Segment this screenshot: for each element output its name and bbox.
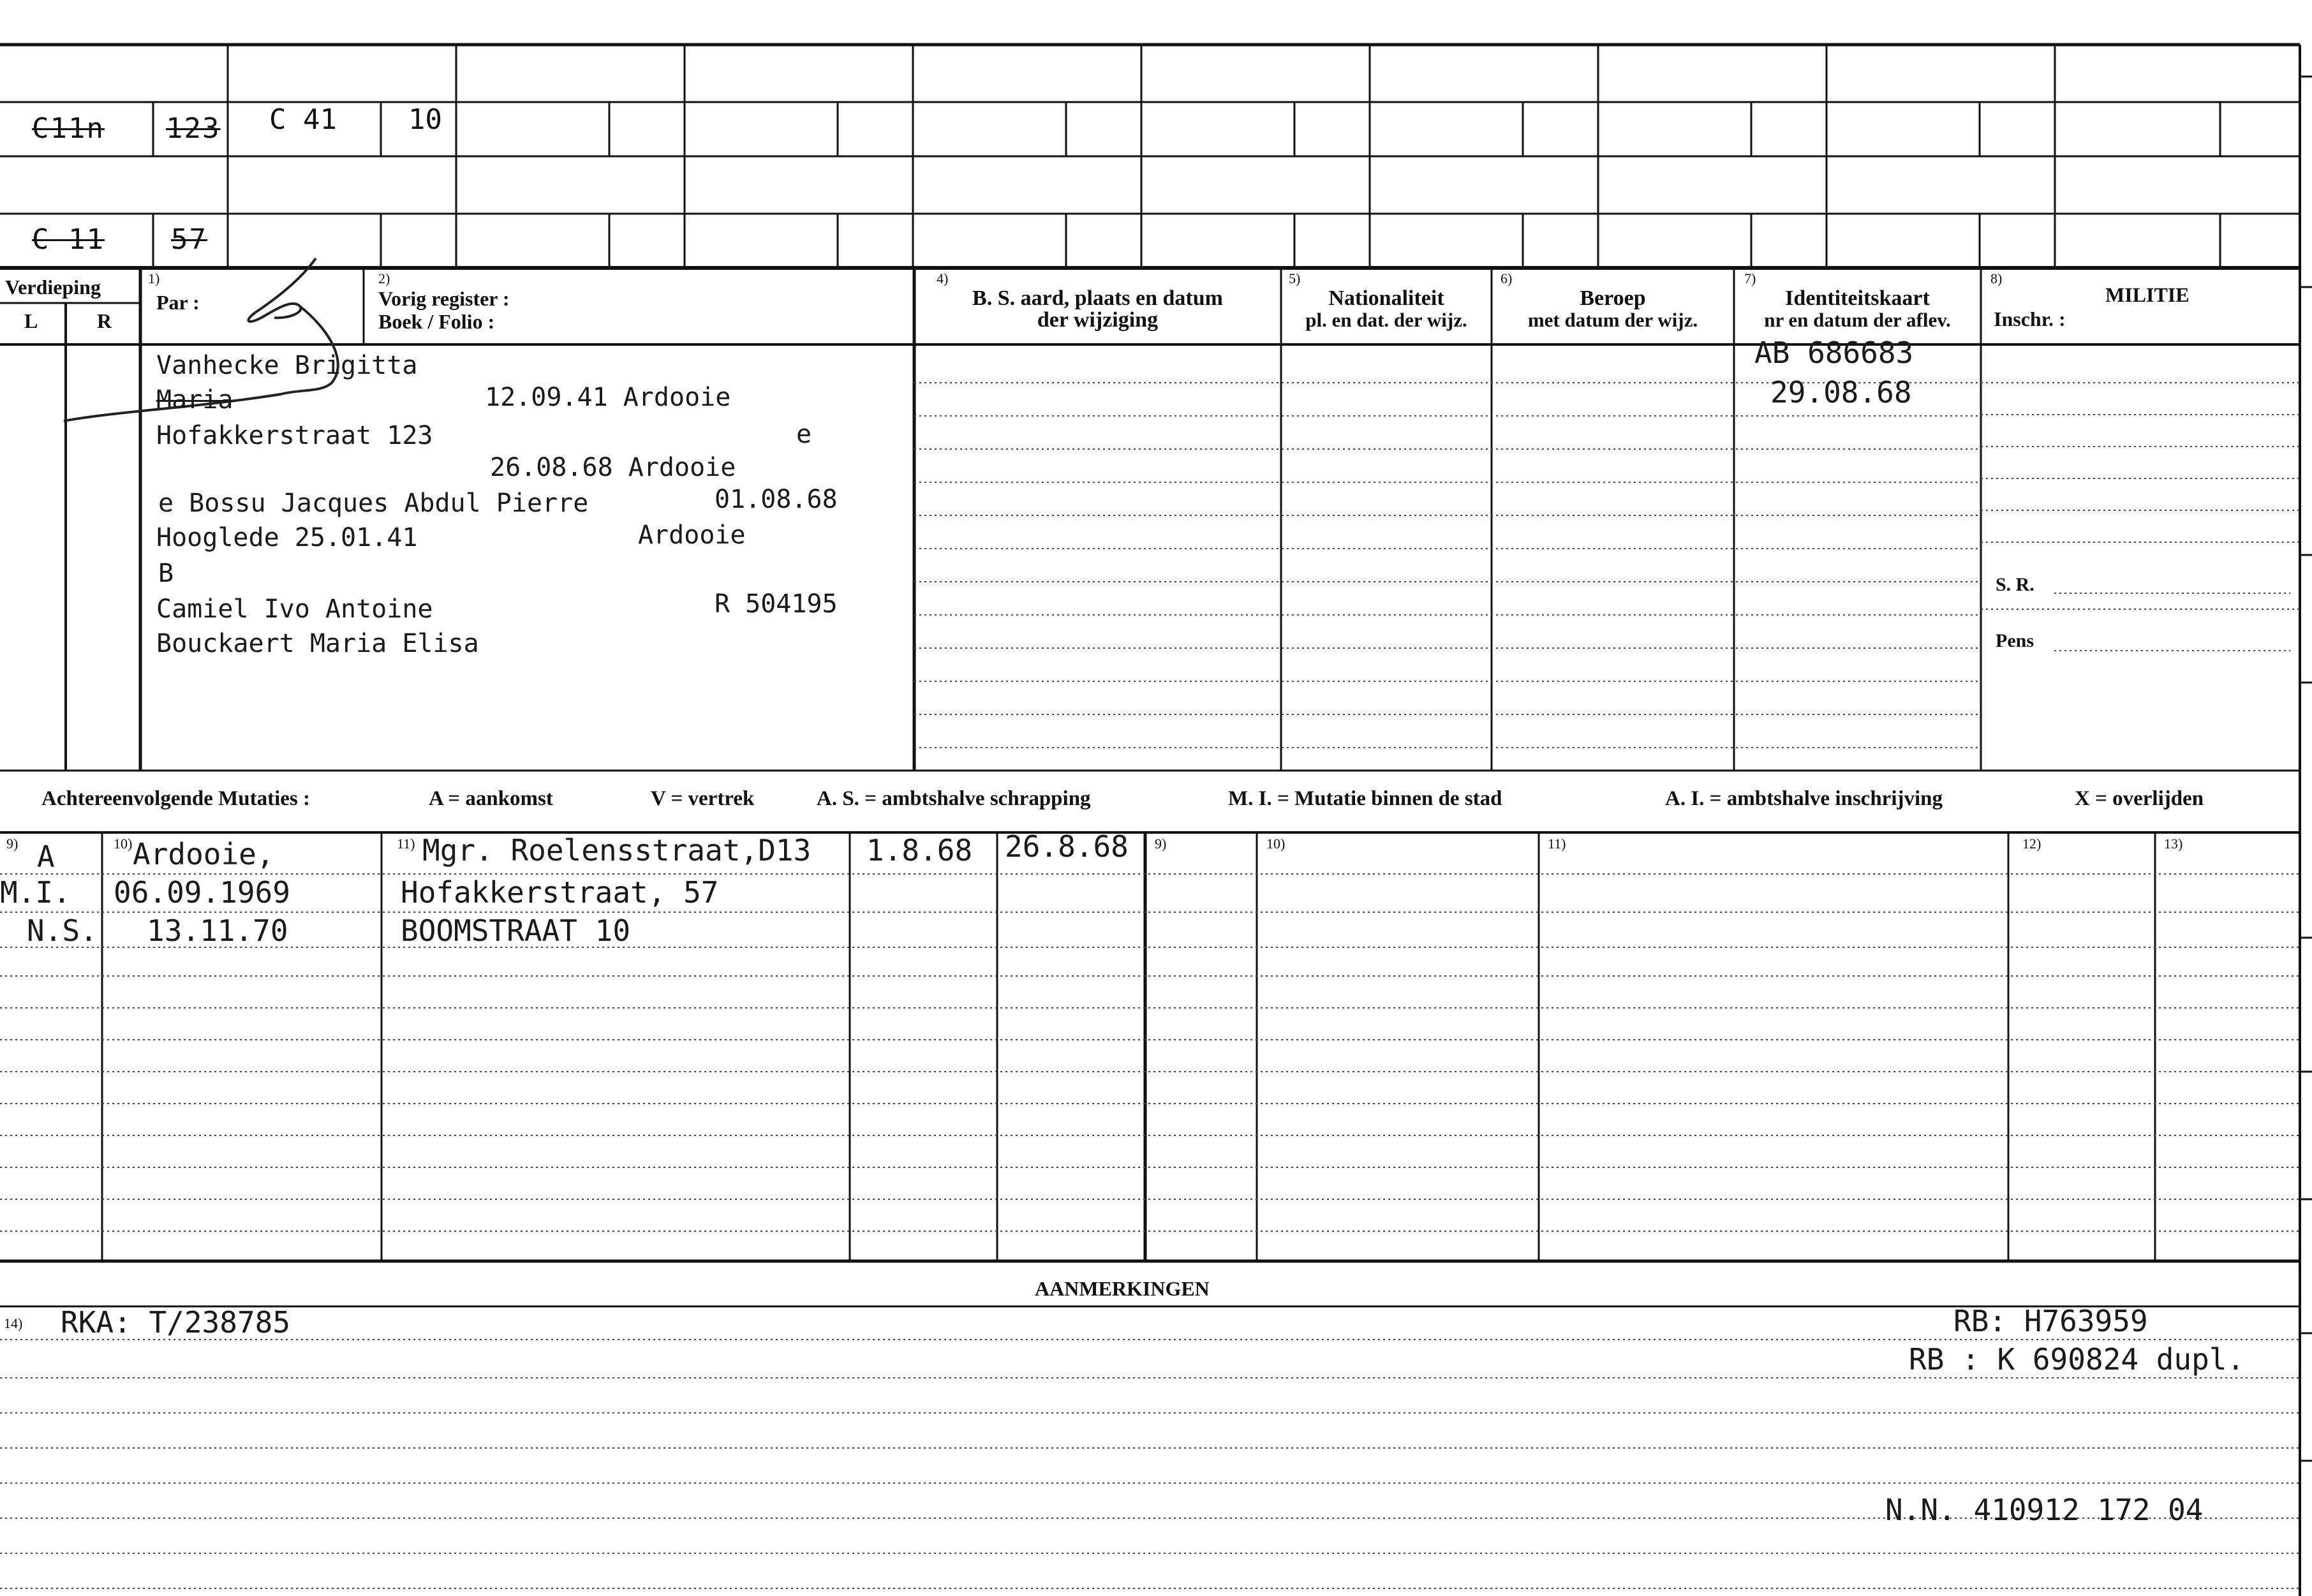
header-r: R [97, 309, 112, 332]
code-c41: C 41 [269, 103, 337, 136]
person-e-mark: e [796, 420, 812, 449]
person-address: Hofakkerstraat 123 [156, 421, 433, 450]
mutation-1-place: Ardooie, [133, 837, 274, 871]
code-c11: C 11 [32, 223, 105, 256]
person-parent-father: Camiel Ivo Antoine [156, 595, 433, 624]
code-57: 57 [171, 223, 207, 256]
mutation-2-street: Hofakkerstraat, 57 [401, 875, 719, 910]
legend-ambtshalve-inschrijving: A. I. = ambtshalve inschrijving [1665, 787, 1943, 810]
mutation-1-date2: 26.8.68 [1005, 829, 1129, 864]
header-bs-line2: der wijziging [1037, 308, 1159, 332]
header-beroep: Beroep [1580, 286, 1646, 310]
header-inschr: Inschr. : [1994, 307, 2066, 330]
identity-date: 29.08.68 [1770, 375, 1912, 410]
code-123: 123 [166, 112, 221, 145]
header-identiteitskaart-sub: nr en datum der aflev. [1764, 309, 1951, 331]
mutation-2-place: 06.09.1969 [114, 875, 290, 910]
mutation-col-11b: 11) [1548, 836, 1566, 852]
header-militie: MILITIE [2105, 283, 2190, 306]
header-number-2: 2) [378, 270, 390, 286]
mutation-2-code: M.I. [0, 875, 71, 910]
header-number-5: 5) [1289, 270, 1301, 286]
identity-number: AB 686683 [1754, 336, 1914, 370]
header-nationaliteit-sub: pl. en dat. der wijz. [1305, 309, 1467, 331]
label-pens: Pens [1996, 630, 2034, 651]
header-vorig-register: Vorig register : [378, 287, 510, 310]
header-number-8: 8) [1990, 270, 2003, 286]
mutation-col-9: 9) [6, 836, 19, 852]
person-birthplace: Hooglede 25.01.41 [156, 523, 418, 552]
remarks-rb-1: RB: H763959 [1953, 1304, 2148, 1338]
header-identiteitskaart: Identiteitskaart [1785, 286, 1930, 310]
legend-mutatie-binnen: M. I. = Mutatie binnen de stad [1228, 787, 1502, 810]
legend-vertrek: V = vertrek [651, 787, 755, 810]
header-beroep-sub: met datum der wijz. [1527, 309, 1698, 331]
person-line-7: B [158, 559, 174, 588]
header-boek-folio: Boek / Folio : [378, 310, 495, 333]
person-line-2-name: Maria [156, 385, 233, 415]
header-number-4: 4) [937, 270, 949, 286]
mutation-3-code: N.S. [27, 913, 98, 948]
remarks-number-14: 14) [4, 1315, 23, 1331]
legend-aankomst: A = aankomst [429, 787, 553, 810]
mutation-1-code: A [37, 839, 55, 874]
mutation-1-date1: 1.8.68 [866, 833, 973, 868]
mutation-col-13: 13) [2164, 836, 2183, 852]
header-number-1: 1) [148, 270, 160, 286]
mutation-col-12: 12) [2022, 836, 2042, 852]
mutation-3-place: 13.11.70 [147, 913, 288, 948]
person-line-4: 26.08.68 Ardooie [490, 453, 736, 482]
label-sr: S. R. [1996, 574, 2034, 595]
header-verdieping: Verdieping [5, 276, 101, 299]
header-par: Par : [156, 291, 200, 314]
header-l: L [24, 309, 38, 332]
person-spouse-date: 01.08.68 [715, 485, 838, 514]
mutation-col-9b: 9) [1155, 836, 1167, 852]
legend-ambtshalve-schrapping: A. S. = ambtshalve schrapping [817, 787, 1091, 810]
legend-overlijden: X = overlijden [2075, 787, 2204, 810]
mutation-col-10b: 10) [1266, 836, 1286, 852]
header-bs-line1: B. S. aard, plaats en datum [972, 286, 1223, 310]
header-number-6: 6) [1501, 270, 1513, 286]
person-r-code: R 504195 [715, 589, 838, 619]
header-nationaliteit: Nationaliteit [1328, 286, 1444, 310]
remarks-nn: N.N. 410912 172 04 [1885, 1493, 2204, 1527]
mutations-title: Achtereenvolgende Mutaties : [41, 787, 310, 810]
person-line-1: Vanhecke Brigitta [156, 351, 418, 380]
person-birth-date: 12.09.41 Ardooie [485, 383, 731, 412]
mutation-col-10: 10) [114, 836, 133, 852]
mutation-1-street: Mgr. Roelensstraat,D13 [422, 833, 811, 868]
header-number-7: 7) [1744, 270, 1756, 286]
code-10: 10 [408, 103, 442, 136]
person-spouse: e Bossu Jacques Abdul Pierre [158, 489, 589, 518]
person-line-6-right: Ardooie [638, 521, 746, 550]
remarks-rka: RKA: T/238785 [61, 1305, 291, 1340]
mutation-3-street: BOOMSTRAAT 10 [401, 913, 631, 948]
code-c11n: C11n [32, 112, 105, 145]
remarks-rb-2: RB : K 690824 dupl. [1909, 1342, 2245, 1377]
remarks-title: AANMERKINGEN [1035, 1277, 1210, 1300]
person-parent-mother: Bouckaert Maria Elisa [156, 629, 479, 658]
mutation-col-11: 11) [397, 836, 415, 852]
